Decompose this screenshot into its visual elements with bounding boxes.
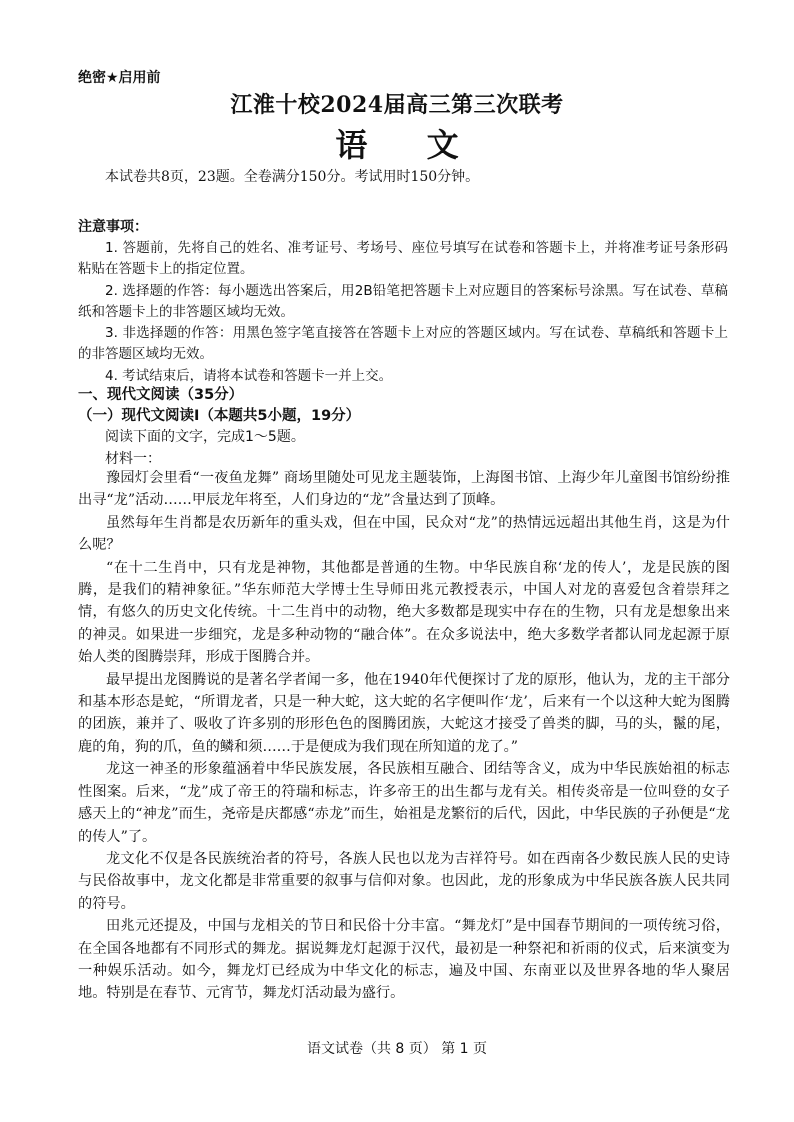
section-heading: 一、现代文阅读（35分） xyxy=(78,387,244,403)
passage-paragraph: 龙这一神圣的形象蕴涵着中华民族发展，各民族相互融合、团结等含义，成为中华民族始祖的标志性图案。后来，“龙”成了帝王的符瑞和标志，许多帝王的出生都与龙有关。相传炎帝是一位叫登的女子感天上的“神龙”而生，尧帝是庆都感“赤龙”而生，始祖是龙繁衍的后代，因此，中华民族的子孙便是“龙的传人”了。 xyxy=(78,761,730,845)
passage-paragraph: 豫园灯会里看“一夜鱼龙舞” 商场里随处可见龙主题装饰，上海图书馆、上海少年儿童图书馆纷纷推出寻“龙”活动……甲辰龙年将至，人们身边的“龙”含量达到了顶峰。 xyxy=(78,470,730,509)
notice-item: 3. 非选择题的作答：用黑色签字笔直接答在答题卡上对应的答题区域内。写在试卷、草稿纸和答题卡上的非答题区域均无效。 xyxy=(78,325,728,363)
passage-paragraph: 最早提出龙图腾说的是著名学者闻一多，他在1940年代便探讨了龙的原形，他认为，龙的主干部分和基本形态是蛇，“所谓龙者，只是一种大蛇，这大蛇的名字便叫作‘龙’，后来有一个以这种大蛇为图腾的团族，兼并了、吸收了许多别的形形色色的图腾团族，大蛇这才接受了兽类的脚，马的头，鬣的尾，鹿的角，狗的爪，鱼的鳞和须……于是便成为我们现在所知道的龙了。” xyxy=(78,671,730,755)
secret-label: 绝密★启用前 xyxy=(78,70,161,86)
notice-item: 4. 考试结束后，请将本试卷和答题卡一并上交。 xyxy=(105,367,393,384)
material-label: 材料一： xyxy=(105,451,161,467)
exam-info: 本试卷共8页，23题。全卷满分150分。考试用时150分钟。 xyxy=(105,169,480,185)
passage-paragraph: 龙文化不仅是各民族统治者的符号，各族人民也以龙为吉祥符号。如在西南各少数民族人民的史诗与民俗故事中，龙文化都是非常重要的叙事与信仰对象。也因此，龙的形象成为中华民族各族人民共同的符号。 xyxy=(78,850,730,912)
part-heading: （一）现代文阅读Ⅰ（本题共5小题，19分） xyxy=(78,408,361,424)
subject-title: 语 文 xyxy=(335,126,483,164)
reading-passage xyxy=(78,467,730,1005)
notice-item: 1. 答题前，先将自己的姓名、准考证号、考场号、座位号填写在试卷和答题卡上，并将准考证号条形码粘贴在答题卡上的指定位置。 xyxy=(78,240,728,278)
page-footer: 语文试卷（共 8 页） 第 1 页 xyxy=(306,1041,488,1057)
notices-list xyxy=(78,238,728,387)
notice-item: 2. 选择题的作答：每小题选出答案后，用2B铅笔把答题卡上对应题目的答案标号涂黑。写在试卷、草稿纸和答题卡上的非答题区域均无效。 xyxy=(78,282,728,320)
passage-paragraph: “在十二生肖中，只有龙是神物，其他都是普通的生物。中华民族自称‘龙的传人’，龙是民族的图腾，是我们的精神象征。”华东师范大学博士生导师田兆元教授表示，中国人对龙的喜爱包含着崇拜之情，有悠久的历史文化传统。十二生肖中的动物，绝大多数都是现实中存在的生物，只有龙是想象出来的神灵。如果进一步细究，龙是多种动物的“融合体”。在众多说法中，绝大多数学者都认同龙起源于原始人类的图腾崇拜，形成于图腾合并。 xyxy=(78,559,730,666)
passage-paragraph: 虽然每年生肖都是农历新年的重头戏，但在中国，民众对“龙”的热情远远超出其他生肖，这是为什么呢？ xyxy=(78,514,730,554)
exam-title: 江淮十校2024届高三第三次联考 xyxy=(230,92,564,118)
reading-instruction: 阅读下面的文字，完成1～5题。 xyxy=(105,429,305,445)
passage-paragraph: 田兆元还提及，中国与龙相关的节日和民俗十分丰富。“舞龙灯”是中国春节期间的一项传统习俗，在全国各地都有不同形式的舞龙。据说舞龙灯起源于汉代，最初是一种祭祀和祈雨的仪式，后来演变为一种娱乐活动。如今，舞龙灯已经成为中华文化的标志，遍及中国、东南亚以及世界各地的华人聚居地。特别是在春节、元宵节，舞龙灯活动最为盛行。 xyxy=(78,918,730,1002)
notices-heading: 注意事项： xyxy=(78,219,148,235)
